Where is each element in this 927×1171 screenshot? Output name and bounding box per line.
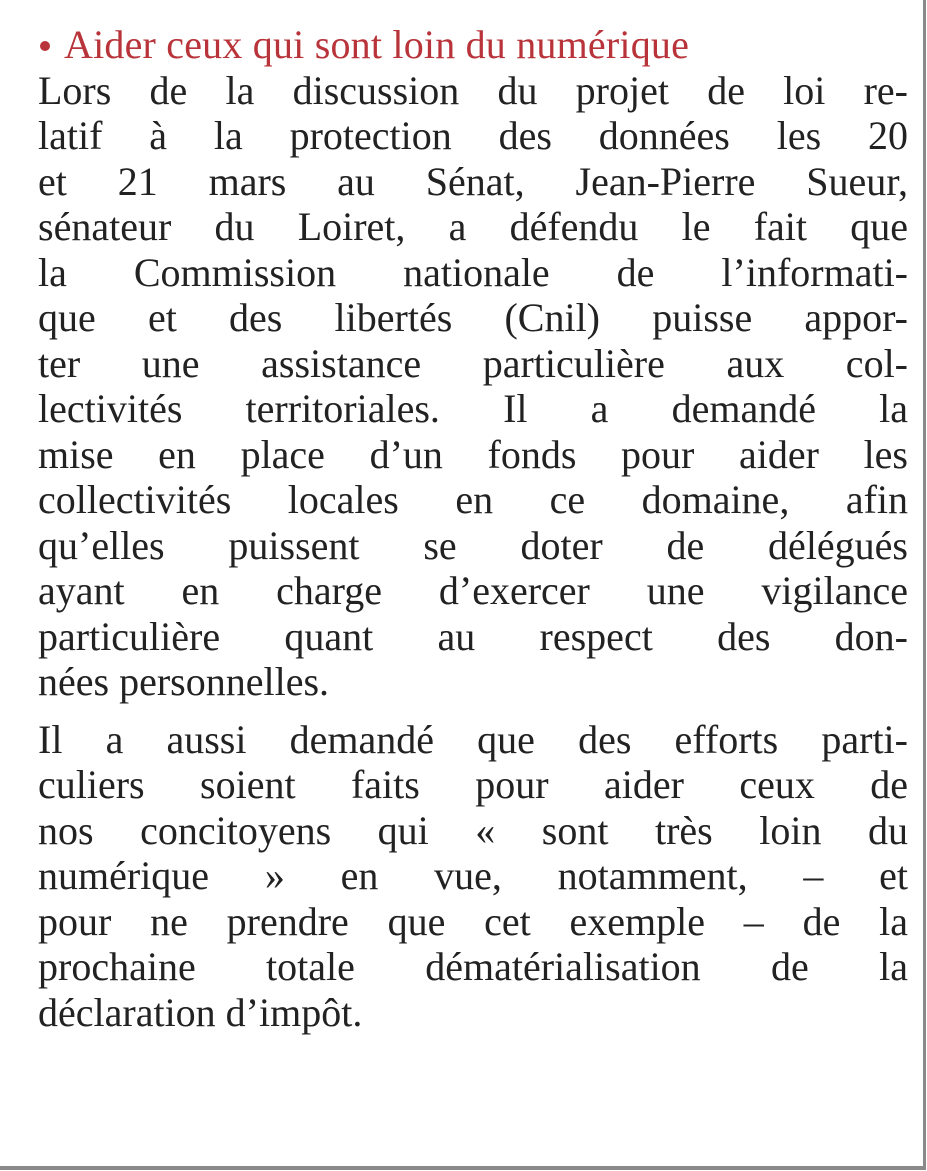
text-line: pour ne prendre que cet exemple – de la <box>38 898 908 944</box>
text-line: particulière quant au respect des don- <box>38 613 908 659</box>
paragraph-gap <box>38 705 908 717</box>
text-line: collectivités locales en ce domaine, afin <box>38 477 908 522</box>
text-line: nées personnelles. <box>38 659 330 704</box>
paragraph-1 <box>38 68 908 705</box>
text-line: la Commission nationale de l’informati- <box>38 249 908 295</box>
text-line: lectivités territoriales. Il a demandé la <box>38 386 908 431</box>
text-line: latif à la protection des données les 20 <box>38 113 908 158</box>
text-line: sénateur du Loiret, a défendu le fait que <box>38 204 908 249</box>
text-line: que et des libertés (Cnil) puisse appor- <box>38 295 908 340</box>
text-line: ayant en charge d’exercer une vigilance <box>38 568 908 613</box>
text-line: culiers soient faits pour aider ceux de <box>38 762 908 807</box>
bullet-icon <box>40 41 50 51</box>
text-line: numérique » en vue, notamment, – et <box>38 853 908 898</box>
article-heading <box>38 22 908 68</box>
text-line: Lors de la discussion du projet de loi re- <box>38 67 908 113</box>
text-line: qu’elles puissent se doter de délégués <box>38 522 908 568</box>
text-line: Il a aussi demandé que des efforts parti- <box>38 716 908 762</box>
text-line: déclaration d’impôt. <box>38 989 363 1035</box>
article-body <box>38 22 908 1035</box>
paragraph-2 <box>38 717 908 1036</box>
text-line: et 21 mars au Sénat, Jean-Pierre Sueur, <box>38 158 908 204</box>
text-line: nos concitoyens qui « sont très loin du <box>38 807 908 853</box>
text-line: mise en place d’un fonds pour aider les <box>38 431 908 477</box>
text-line: ter une assistance particulière aux col- <box>38 340 908 386</box>
text-line: prochaine totale dématérialisation de la <box>38 944 908 989</box>
heading-text: Aider ceux qui sont loin du numérique <box>64 22 690 67</box>
